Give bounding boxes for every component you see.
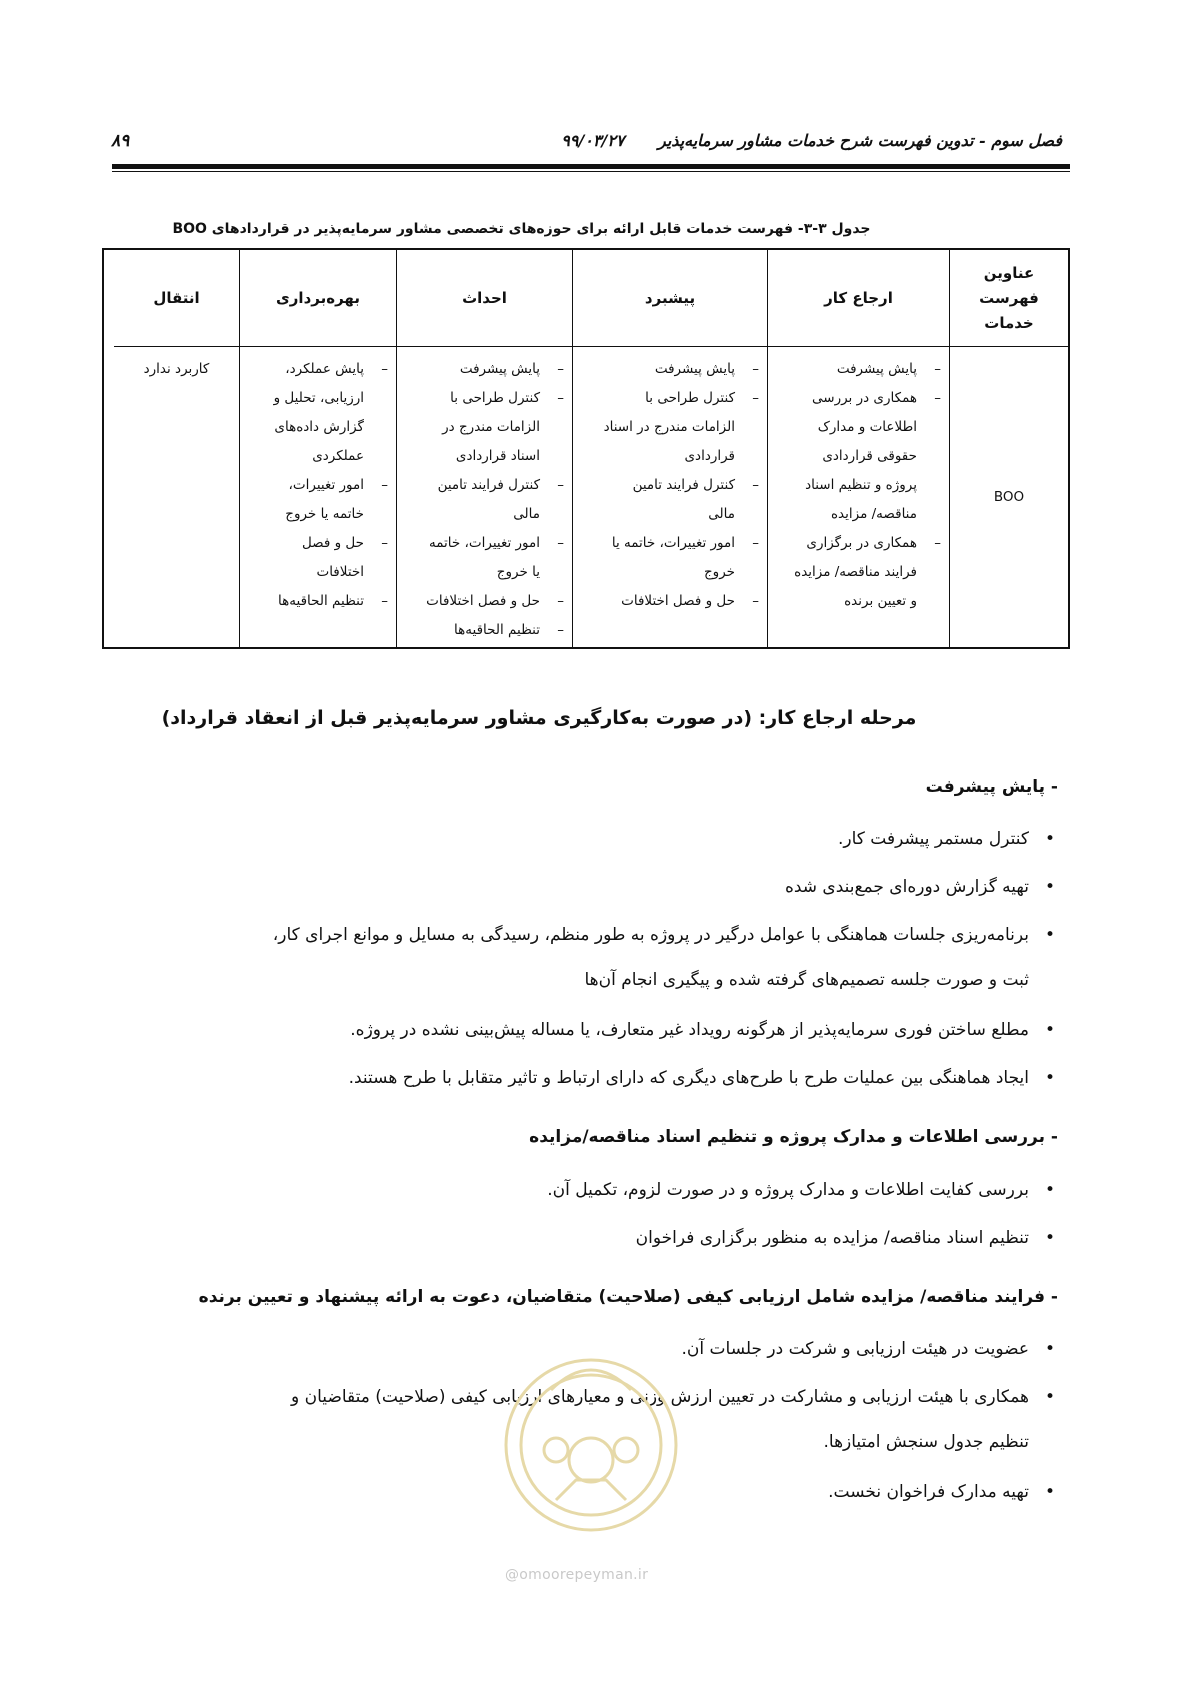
- bullet-item: [681, 1325, 1055, 1373]
- table-list-text: [403, 529, 540, 587]
- table-list-line: مناقصه/ مزایده: [830, 506, 917, 522]
- table-list-line: کنترل فرایند تامین: [632, 477, 735, 493]
- row-label-cell: [949, 347, 1068, 647]
- chapter-title: فصل سوم - تدوین فهرست شرح خدمات مشاور سرمایه‌پذیر: [658, 131, 1062, 150]
- row-label: BOO: [993, 488, 1025, 505]
- table-list-line: ارزیابی، تحلیل و: [273, 390, 364, 406]
- page-number: ۸۹: [111, 131, 130, 151]
- table-list-text: [246, 355, 364, 471]
- table-list-item: [246, 355, 388, 471]
- table-list-line: مالی: [708, 506, 735, 522]
- table-list-text: [579, 355, 735, 384]
- table-list-text: [579, 384, 735, 471]
- table-list-item: [403, 587, 564, 616]
- cell-erja: [767, 347, 949, 647]
- bullet-continuation: ثبت و صورت جلسه تصمیم‌های گرفته شده و پیگیری انجام آن‌ها: [584, 970, 1029, 990]
- bullet-icon: •: [1044, 829, 1055, 849]
- table-list-line: پروژه و تنظیم اسناد: [805, 477, 917, 493]
- table-list-line: تنظیم الحاقیه‌ها: [278, 593, 364, 609]
- table-list-item: [579, 587, 759, 616]
- dash-icon: –: [557, 622, 564, 638]
- table-list-item: [579, 384, 759, 471]
- table-list-item: [579, 529, 759, 587]
- header-titles-line: عناوین: [983, 263, 1035, 282]
- bullet-item: [348, 1054, 1055, 1102]
- dash-icon: –: [381, 361, 388, 377]
- table-list-item: [774, 529, 941, 616]
- table-list-line: خروج: [703, 564, 735, 580]
- table-list-line: پایش پیشرفت: [654, 361, 735, 377]
- cell-ehdas: [396, 347, 572, 647]
- table-list-text: [403, 587, 540, 616]
- bullet-text: تهیه گزارش دوره‌ای جمع‌بندی شده: [784, 877, 1029, 897]
- table-list-line: همکاری در برگزاری: [806, 535, 917, 551]
- table-list-item: [246, 471, 388, 529]
- dash-icon: –: [381, 535, 388, 551]
- table-list-line: کنترل فرایند تامین: [437, 477, 540, 493]
- table-list-line: گزارش داده‌های: [274, 419, 364, 435]
- table-list-text: [246, 529, 364, 587]
- bullet-icon: •: [1044, 1482, 1055, 1502]
- bullet-item: [350, 1006, 1055, 1054]
- dash-icon: –: [381, 477, 388, 493]
- services-table: [102, 248, 1070, 649]
- table-list-text: [774, 355, 917, 384]
- table-list-item: [774, 384, 941, 529]
- table-list-line: پایش پیشرفت: [836, 361, 917, 377]
- bullet-text: ایجاد هماهنگی بین عملیات طرح با طرح‌های دیگری که دارای ارتباط و تاثیر متقابل با طرح هستند.: [348, 1068, 1029, 1088]
- header-date: ۹۹/۰۳/۲۷: [561, 131, 625, 150]
- table-list-line: پایش پیشرفت: [459, 361, 540, 377]
- subsection-title-progress: - پایش پیشرفت: [925, 777, 1058, 797]
- table-list-item: [579, 471, 759, 529]
- table-list-line: کنترل طراحی با: [645, 390, 735, 406]
- table-list-line: حل و فصل اختلافات: [621, 593, 735, 609]
- table-caption: جدول ۳-۳- فهرست خدمات قابل ارائه برای حوزه‌های تخصصی مشاور سرمایه‌پذیر در قراردادهای BOO: [172, 221, 871, 237]
- subsection-title-documents: - بررسی اطلاعات و مدارک پروژه و تنظیم اسناد مناقصه/مزایده: [529, 1127, 1058, 1147]
- dash-icon: –: [557, 477, 564, 493]
- bullet-text: مطلع ساختن فوری سرمایه‌پذیر از هرگونه رویداد غیر متعارف، یا مساله پیش‌بینی نشده در پروژه.: [350, 1020, 1029, 1040]
- table-list-line: یا خروج: [496, 564, 540, 580]
- watermark-logo-icon: [496, 1330, 686, 1560]
- table-list-line: حل و فصل: [301, 535, 364, 551]
- table-list-text: [246, 471, 364, 529]
- table-list-text: [579, 587, 735, 616]
- header-rule-thin: [112, 171, 1070, 172]
- table-list-line: تنظیم الحاقیه‌ها: [454, 622, 540, 638]
- dash-icon: –: [752, 535, 759, 551]
- table-list-line: حقوقی قراردادی: [822, 448, 917, 464]
- header-rule-thick: [112, 164, 1070, 169]
- bullet-text: عضویت در هیئت ارزیابی و شرکت در جلسات آن.: [681, 1339, 1029, 1359]
- table-list-text: [774, 529, 917, 616]
- dash-icon: –: [557, 390, 564, 406]
- dash-icon: –: [557, 535, 564, 551]
- table-list-line: اطلاعات و مدارک: [817, 419, 917, 435]
- bullet-text: تهیه مدارک فراخوان نخست.: [828, 1482, 1029, 1502]
- table-list-text: [579, 529, 735, 587]
- table-list-text: [774, 384, 917, 529]
- dash-icon: –: [934, 361, 941, 377]
- bullet-text: همکاری با هیئت ارزیابی و مشارکت در تعیین ارزش وزنی و معیارهای ارزیابی کیفی (صلاحیت) متقاضیان و: [291, 1387, 1029, 1407]
- table-list-item: [403, 384, 564, 471]
- table-list-line: امور تغییرات،: [288, 477, 364, 493]
- dash-icon: –: [381, 593, 388, 609]
- table-list-line: عملکردی: [312, 448, 364, 464]
- watermark-url: @omoorepeyman.ir: [505, 1567, 649, 1583]
- table-list-text: [403, 384, 540, 471]
- dash-icon: –: [752, 361, 759, 377]
- table-list-line: کنترل طراحی با: [450, 390, 540, 406]
- table-list-line: فرایند مناقصه/ مزایده: [794, 564, 917, 580]
- header-cell-enteghal: انتقال: [114, 250, 239, 347]
- section-title: مرحله ارجاع کار: (در صورت به‌کارگیری مشاور سرمایه‌پذیر قبل از انعقاد قرارداد): [161, 707, 917, 729]
- bullet-item: [784, 863, 1055, 911]
- dash-icon: –: [752, 477, 759, 493]
- table-list-line: امور تغییرات، خاتمه: [429, 535, 540, 551]
- table-list-item: [579, 355, 759, 384]
- table-list-item: [403, 616, 564, 645]
- dash-icon: –: [752, 390, 759, 406]
- table-list-item: [403, 355, 564, 384]
- table-list-line: امور تغییرات، خاتمه یا: [611, 535, 735, 551]
- table-list-line: همکاری در بررسی: [812, 390, 917, 406]
- table-list-text: [403, 471, 540, 529]
- header-cell-bahrebardari: بهره‌برداری: [239, 250, 396, 347]
- bullet-continuation: تنظیم جدول سنجش امتیازها.: [823, 1432, 1029, 1452]
- header-cell-pishbord: پیشبرد: [572, 250, 767, 347]
- bullet-item: [547, 1166, 1055, 1214]
- table-list-text: [579, 471, 735, 529]
- table-list-line: الزامات مندرج در: [442, 419, 540, 435]
- table-list-item: [403, 471, 564, 529]
- header-cell-titles: [949, 250, 1068, 347]
- header-cell-ehdas: احداث: [396, 250, 572, 347]
- running-header: [561, 131, 1062, 150]
- dash-icon: –: [557, 361, 564, 377]
- bullet-icon: •: [1044, 1339, 1055, 1359]
- cell-enteghal: [114, 347, 239, 647]
- table-list-line: پایش عملکرد،: [285, 361, 364, 377]
- table-list-line: اسناد قراردادی: [455, 448, 540, 464]
- dash-icon: –: [752, 593, 759, 609]
- table-list-text: [246, 587, 364, 616]
- bullet-icon: •: [1044, 1020, 1055, 1040]
- header-cell-erja: ارجاع کار: [767, 250, 949, 347]
- bullet-icon: •: [1044, 1228, 1055, 1248]
- bullet-item: [837, 815, 1055, 863]
- bullet-item: [635, 1214, 1055, 1262]
- table-list-line: خاتمه یا خروج: [285, 506, 364, 522]
- bullet-icon: •: [1044, 877, 1055, 897]
- table-list-line: الزامات مندرج در اسناد: [603, 419, 735, 435]
- bullet-item: [828, 1468, 1055, 1516]
- table-list-line: مالی: [513, 506, 540, 522]
- bullet-icon: •: [1044, 1068, 1055, 1088]
- table-list-text: [403, 355, 540, 384]
- bullet-icon: •: [1044, 1387, 1055, 1407]
- dash-icon: –: [934, 390, 941, 406]
- dash-icon: –: [934, 535, 941, 551]
- table-list-line: قراردادی: [684, 448, 735, 464]
- bullet-icon: •: [1044, 1180, 1055, 1200]
- bullet-text: کنترل مستمر پیشرفت کار.: [837, 829, 1029, 849]
- table-list-item: [246, 529, 388, 587]
- not-applicable-text: کاربرد ندارد: [143, 361, 210, 377]
- cell-pishbord: [572, 347, 767, 647]
- bullet-item: [272, 911, 1055, 959]
- bullet-text: بررسی کفایت اطلاعات و مدارک پروژه و در صورت لزوم، تکمیل آن.: [547, 1180, 1029, 1200]
- table-list-line: و تعیین برنده: [844, 593, 917, 609]
- table-list-item: [246, 587, 388, 616]
- subsection-title-tender: - فرایند مناقصه/ مزایده شامل ارزیابی کیفی (صلاحیت) متقاضیان، دعوت به ارائه پیشنهاد و تعیین برنده: [198, 1287, 1058, 1307]
- header-titles-line: خدمات: [984, 313, 1034, 332]
- table-list-text: [403, 616, 540, 645]
- bullet-text: تنظیم اسناد مناقصه/ مزایده به منظور برگزاری فراخوان: [635, 1228, 1029, 1248]
- table-list-line: اختلافات: [316, 564, 364, 580]
- table-list-item: [774, 355, 941, 384]
- dash-icon: –: [557, 593, 564, 609]
- header-titles-line: فهرست: [979, 288, 1039, 307]
- table-list-line: حل و فصل اختلافات: [426, 593, 540, 609]
- bullet-icon: •: [1044, 925, 1055, 945]
- cell-bahrebardari: [239, 347, 396, 647]
- table-list-item: [403, 529, 564, 587]
- bullet-text: برنامه‌ریزی جلسات هماهنگی با عوامل درگیر در پروژه به طور منظم، رسیدگی به مسایل و موانع اجرای کار،: [272, 925, 1029, 945]
